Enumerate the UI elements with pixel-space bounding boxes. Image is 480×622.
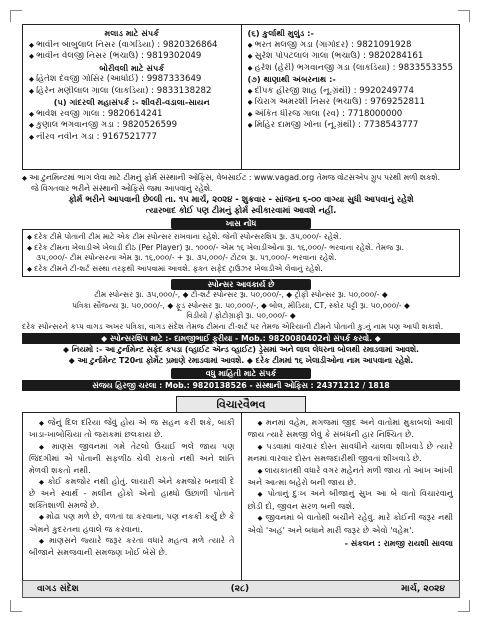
contact-item: ◆ દીપક હીરજી શાહ (નૂ.ગ્રંથી) : 9920249774 xyxy=(248,86,454,98)
crop-mark-bottom-right xyxy=(458,600,470,612)
crop-mark-top-right xyxy=(458,10,470,22)
contact-item: ◆ અંકિત ધીરજ ગાલા (રવ) : 7718000000 xyxy=(248,109,454,121)
crop-mark-bottom-left xyxy=(10,600,22,612)
info-line: સંજય હિરજી ચરલા : Mob.: 9820138526 - સંસ્થાની ઓફિસ : 24371212 / 1818 xyxy=(22,380,460,391)
page-content xyxy=(22,24,460,597)
sion-heading: (૫) ગાંદરલી મહાસંપર્ક :- શીવરી-વડાલા-સાયન xyxy=(53,97,210,107)
thane-heading: (૭) થાણાથી અંબરનાથ :- xyxy=(247,74,336,84)
sponsor-contact: ◆ સ્પોન્સરશિપ માટે :- દામજીભાઈ ફુરીયા - Mob.: 9820080402નો સંપર્ક કરવો. ◆ xyxy=(22,333,460,344)
contacts-right-column xyxy=(241,25,460,169)
kurla-heading: (૬) કુર્લાથી મુલુંડ :- xyxy=(247,28,314,38)
rules-niyam: ◆ નિયમો :- આ ટુર્નામેન્ટ સફેદ કપડા (વ્હાઈટ ઍન્ડ વ્હાઈટ) ડ્રેસમાં અને લાલ લેધરના બોલથી રમાડવામાં આવશે. xyxy=(63,345,419,354)
quote: ◆ મોઢા પણ મળે છે, વળતાં ઘા કરવાના, પણ નકકી કર્યું છે કે એમને કુદરતના હવાલે જ કરવાના. xyxy=(29,511,235,535)
form-notice xyxy=(22,173,460,216)
contact-item: ◆ હરેશ (હેરી) ભગવાનજી ગડા (લાકડિયા) : 9833553355 xyxy=(248,63,454,75)
vichar-title: વિચારવૈભવ xyxy=(176,396,306,413)
rule-item: ◆ દરેક ટીમના ખેલાડીએ ખેલાડી દીઠ (Per Player) રૂા. ૧૦૦૦/- એમ ૧૬ ખેલાડીઓના રૂા. ૧૬,૦૦૦/- ભરવાના રહેશે. તેમજ રૂા. xyxy=(27,243,455,254)
quote: ◆ જીવનમાં બે વાતોથી બચીને રહેવું. મારે કોઈની જરૂર નથી એવો 'અહં' અને બધાને મારી જરૂર છે એવો 'વહેમ'. xyxy=(248,512,454,536)
rule-item: ◆ દરેક ટીમને ટી-શર્ટ સંસ્થા તરફથી આપવામાં આવશે. ફક્ત સફેદ ટ્રાઉઝર ખેલાડીએ લેવાનું રહેશે. xyxy=(27,264,455,275)
rules-format: ◆ આ ટુર્નામેન્ટ T20ના ફોર્મેટ પ્રમાણે રમાડવામાં આવશે. ◆ દરેક ટીમમાં ૧૬ ખેલાડીઓના નામ આપવાના રહેશે. xyxy=(68,356,414,365)
sponsor-line: દરેક સ્પોન્સરને કપ્પ વાગડ અખર પત્રિકા, વાગડ સંદેશ તેમજ ટીમના ટી-શર્ટ પર તેમજ એરિયાની ટીમને પોતાની કુ.નું નામ પણ આપી શકાશે. xyxy=(22,321,444,331)
contact-item: ◆ ભાવેશ રવજી ગાલા : 9820614241 xyxy=(29,109,235,121)
notice-line: જે વિગતવાર ભરીને સંસ્થાની ઓફિસે જમા આપવાનું રહેશે. xyxy=(31,183,213,193)
contact-item: ◆ નીરવ નવીન ગડા : 9167521777 xyxy=(29,132,235,144)
rule-item: ૩૫,૦૦૦/- ટીમ સ્પોન્સરના એમ રૂા. ૧૬,૦૦૦/- + રૂા. ૩૫,૦૦૦/- ટોટલ રૂા. ૫૧,૦૦૦/- ભરવાના રહેશે. xyxy=(36,253,337,262)
rules-box xyxy=(22,229,460,277)
sponsor-line: વિડીયો / ફોટોગ્રાફી રૂા. ૫૦,૦૦૦/- ◆ xyxy=(186,311,296,320)
magazine-name: વાગડ સંદેશ xyxy=(37,584,79,594)
deadline-line: ફોર્મ ભરીને આપવાની છેલ્લી તા. ૧૫ માર્ચ, ૨૦૨૪ - શુક્રવાર - સાંજના ૬-૦૦ વાગ્યા સુધી આપવાનું રહેશે xyxy=(68,194,414,204)
vichar-right-column xyxy=(241,413,460,586)
issue-date: માર્ચ, ૨૦૨૪ xyxy=(401,584,445,594)
contact-item: ◆ હિતેશ દેવજી ગોસિર (આધોઈ) : 9987333649 xyxy=(29,74,235,86)
vichar-box xyxy=(22,412,460,587)
rule-item: ◆ દરેક ટીમે પોતાની ટીમ માટે એક ટીમ સ્પોન્સર રાખવાના રહેશે. જેની સ્પોન્સરશિપ રૂા. ૩૫,૦૦૦/- રહેશે. xyxy=(27,232,455,243)
crop-mark-top-left xyxy=(10,10,22,22)
rules-title: ખાસ નોંધ xyxy=(171,218,311,229)
borivali-heading: બોરીવલી માટે સંપર્ક xyxy=(99,62,165,73)
quote: ◆ જેનું દિલ દરિયા જેવું હોય એ જ સહન કરી શકે, બાકી ખાડા-ખાબોચિયા તો જરાકમાં છલકાય છે. xyxy=(29,417,235,441)
quote: ◆ લાયકાતથી વધારે વગર મહેનતે મળી જાય તો આંખ આંખી અને આત્મા બહેરો બની જાય છે. xyxy=(248,465,454,489)
contact-item: ◆ મિહિર દામજી ખોના (નૂ.ગ્રંથી) : 7738543777 xyxy=(248,120,454,132)
contact-item: ◆ સુરેશ પોપટલાલ ગાલા (ભચાઉ) : 9820284161 xyxy=(248,51,454,63)
sponsor-line: પત્રિકા સૌજન્ય રૂા. ૫૦,૦૦૦/-, ◆ ફૂડ સ્પોન્સર રૂા. ૫૦,૦૦૦/-, ◆ બોલ, મીડિયા, CT, સ્કોર પટ્ટી રૂા. ૫૦,૦૦૦/- ◆ xyxy=(72,300,410,310)
deadline-line-2: ત્યારબાદ કોઈ પણ ટીમનું ફોર્મ સ્વીકારવામાં આવશે નહીં. xyxy=(145,205,337,215)
sponsor-line: ટીમ સ્પોન્સર રૂા. ૩૫,૦૦૦/-, ◆ ટી-શર્ટ સ્પોન્સર રૂા. ૫૦,૦૦૦/-, ◆ ટ્રોફી સ્પોન્સર રૂા. ૫૦,૦૦૦/- ◆ xyxy=(94,290,388,299)
quote: ◆ માણસને જ્યારે જરૂર કરતાં વધારે મહત્વ મળે ત્યારે તે બીજાને સમજવાની સમજણ ખોઈ બેસે છે. xyxy=(29,535,235,559)
page-footer xyxy=(22,580,460,598)
contact-item: ◆ ભાવીન વેલજી નિસર (ભચાઉ) : 9819302049 xyxy=(29,51,235,63)
contact-item: ◆ કુણાલ ભગવાનજી ગડા : 9820526599 xyxy=(29,120,235,132)
compiler-signature: - સંકલન : રામજી રાયશી સાવલા xyxy=(344,539,453,549)
info-title: વધુ માહિતી માટે સંપર્ક xyxy=(171,368,311,379)
malad-heading: મલાડ માટે સંપર્ક xyxy=(104,28,159,38)
vichar-left-column xyxy=(23,413,241,586)
sponsor-title: સ્પોન્સર આવકાર્ય છે xyxy=(171,279,311,290)
quote: ◆ મનમાં વહેમ, મગજમાં જીદ અને વાતોમાં મુકાબલો આવી જાય ત્યારે સમજી લેવું કે સંબંધની હાર નિશ્ચિત છે. xyxy=(248,417,454,441)
contacts-box xyxy=(22,24,460,170)
contact-item: ◆ ભરત મલજી ગડા (ગાગોદર) : 9821091928 xyxy=(248,40,454,52)
contacts-left-column xyxy=(23,25,241,169)
quote: ◆ પોતાનું દુઃખ અને બીજાનું સુખ આ બે વાતો વિચારવાનું છોડી દો, જીવન સરળ બની જશે. xyxy=(248,488,454,512)
contact-item: ◆ હિરેન મણીલાલ ગાલા (લાકડિયા) : 9833138282 xyxy=(29,86,235,98)
quote: ◆ માણસ જીવનમાં ગમે તેટલો ઉંચાઈ ભલે જાય પણ જિંદગીમાં એ પોતાની સફળીઠ ચેવી રાકતો નથી અને શાંતિ મેળવી શકતો નથી. xyxy=(29,441,235,476)
page-number: (૨૮) xyxy=(230,584,250,594)
quote: ◆ પડવામાં વારંવાર દોસ્ત સાવધીને ચાલવા શીખવાડે છે ત્યારે મનમાં વારંવાર દોસ્ત સમજદારીથી જીવતાં શીખવાડે છે. xyxy=(248,441,454,465)
quote: ◆ કોઈ કમજોર નથી હોતું. લાચારી એને કમજોર બનાવી દે છે અને સ્વાર્થ - મલીન હોકો એનો હાથ્ધો ઉછાળી પોતાને શક્તિશાળી સમજે છે. xyxy=(29,476,235,511)
contact-item: ◆ ચિરાગ અમરશી નિસર (ભચાઉ) : 9769252811 xyxy=(248,97,454,109)
notice-line: ◆ આ ટુનમિન્ટમાં ભાગ લેવા માટે ટીમનું ફોર્મ સંસ્થાની ઓફિસ, વેબસાઈટ : www.vagad.org તેમજ વોટસએપ ગ્રુપ પરથી મળી શકશે. xyxy=(22,173,460,184)
contact-item: ◆ ભાવીન બાબુલાલ નિસર (વાગડિયા) : 9820326864 xyxy=(29,40,235,52)
